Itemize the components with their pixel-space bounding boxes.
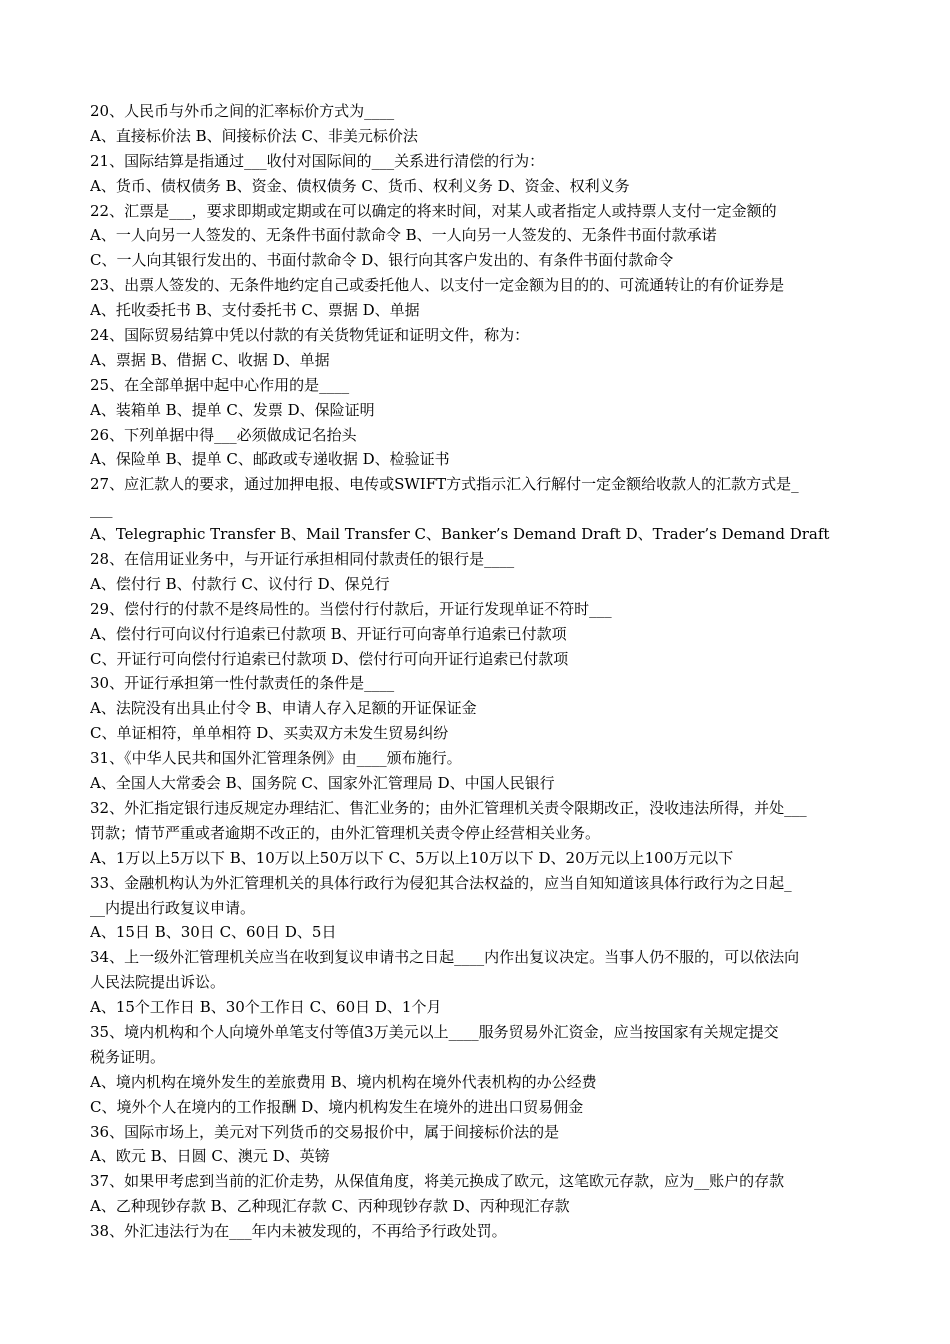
text-line: A、1万以上5万以下 B、10万以上50万以下 C、5万以上10万以下 D、20万元以上100万元以下 xyxy=(90,848,734,867)
text-line: A、15日 B、30日 C、60日 D、5日 xyxy=(90,923,337,942)
text-line: A、托收委托书 B、支付委托书 C、票据 D、单据 xyxy=(90,301,420,320)
text-line: 27、应汇款人的要求，通过加押电报、电传或SWIFT方式指示汇入行解付一定金额给收款人的汇款方式是_ xyxy=(90,475,799,494)
text-line: 25、在全部单据中起中心作用的是____ xyxy=(90,375,350,394)
text-line: A、乙种现钞存款 B、乙种现汇存款 C、丙种现钞存款 D、丙种现汇存款 xyxy=(90,1197,570,1216)
text-line: 24、国际贸易结算中凭以付款的有关货物凭证和证明文件，称为： xyxy=(90,326,530,345)
text-line: A、全国人大常委会 B、国务院 C、国家外汇管理局 D、中国人民银行 xyxy=(90,774,555,793)
text-line: 人民法院提出诉讼。 xyxy=(90,973,226,992)
text-line: 37、如果甲考虑到当前的汇价走势，从保值角度，将美元换成了欧元，这笔欧元存款，应为__账户的存款 xyxy=(90,1172,785,1191)
text-line: 22、汇票是___，要求即期或定期或在可以确定的将来时间，对某人或者指定人或持票人支付一定金额的 xyxy=(90,201,777,220)
text-line: 32、外汇指定银行违反规定办理结汇、售汇业务的；由外汇管理机关责令限期改正，没收违法所得，并处___ xyxy=(90,798,807,817)
text-line: A、一人向另一人签发的、无条件书面付款命令 B、一人向另一人签发的、无条件书面付款承诺 xyxy=(90,226,717,245)
text-line: 33、金融机构认为外汇管理机关的具体行政行为侵犯其合法权益的，应当自知知道该具体行政行为之日起_ xyxy=(90,873,792,892)
text-line: 28、在信用证业务中，与开证行承担相同付款责任的银行是____ xyxy=(90,550,515,569)
text-line: A、Telegraphic Transfer B、Mail Transfer C、Banker’s Demand Draft D、Trader’s Demand Draft xyxy=(90,525,830,544)
text-line: A、装箱单 B、提单 C、发票 D、保险证明 xyxy=(90,400,375,419)
text-line: A、境内机构在境外发生的差旅费用 B、境内机构在境外代表机构的办公经费 xyxy=(90,1072,597,1091)
text-line: A、偿付行可向议付行追索已付款项 B、开证行可向寄单行追索已付款项 xyxy=(90,624,567,643)
text-line: __内提出行政复议申请。 xyxy=(90,898,256,917)
text-line: C、境外个人在境内的工作报酬 D、境内机构发生在境外的进出口贸易佣金 xyxy=(90,1097,584,1116)
text-line: A、欧元 B、日圆 C、澳元 D、英镑 xyxy=(90,1147,330,1166)
text-line: 税务证明。 xyxy=(90,1047,166,1066)
text-line: ___ xyxy=(90,500,113,519)
text-line: 29、偿付行的付款不是终局性的。当偿付行付款后，开证行发现单证不符时___ xyxy=(90,599,612,618)
text-line: 34、上一级外汇管理机关应当在收到复议申请书之日起____内作出复议决定。当事人仍不服的，可以依法向 xyxy=(90,948,800,967)
text-line: 23、出票人签发的、无条件地约定自己或委托他人、以支付一定金额为目的的、可流通转让的有价证券是 xyxy=(90,276,785,295)
text-line: A、货币、债权债务 B、资金、债权债务 C、货币、权利义务 D、资金、权利义务 xyxy=(90,176,630,195)
text-line: A、15个工作日 B、30个工作日 C、60日 D、1个月 xyxy=(90,998,442,1017)
text-line: 20、人民币与外币之间的汇率标价方式为____ xyxy=(90,102,395,120)
text-line: 38、外汇违法行为在___年内未被发现的，不再给予行政处罚。 xyxy=(90,1222,507,1241)
text-line: 35、境内机构和个人向境外单笔支付等值3万美元以上____服务贸易外汇资金，应当按国家有关规定提交 xyxy=(90,1022,779,1041)
text-line: C、开证行可向偿付行追索已付款项 D、偿付行可向开证行追索已付款项 xyxy=(90,649,569,668)
text-line: A、偿付行 B、付款行 C、议付行 D、保兑行 xyxy=(90,574,390,593)
text-line: 30、开证行承担第一性付款责任的条件是____ xyxy=(90,674,395,693)
text-line: C、单证相符，单单相符 D、买卖双方未发生贸易纠纷 xyxy=(90,724,449,743)
text-line: 31、《中华人民共和国外汇管理条例》由____颁布施行。 xyxy=(90,749,462,768)
text-line: 36、国际市场上，美元对下列货币的交易报价中，属于间接标价法的是 xyxy=(90,1122,560,1141)
text-line: 罚款；情节严重或者逾期不改正的，由外汇管理机关责令停止经营相关业务。 xyxy=(90,823,601,842)
text-line: A、保险单 B、提单 C、邮政或专递收据 D、检验证书 xyxy=(90,450,450,469)
text-line: 26、下列单据中得___必须做成记名抬头 xyxy=(90,425,357,444)
text-line: A、直接标价法 B、间接标价法 C、非美元标价法 xyxy=(90,126,418,145)
text-line: A、票据 B、借据 C、收据 D、单据 xyxy=(90,350,330,369)
text-line: C、一人向其银行发出的、书面付款命令 D、银行向其客户发出的、有条件书面付款命令 xyxy=(90,251,674,270)
text-line: A、法院没有出具止付令 B、申请人存入足额的开证保证金 xyxy=(90,699,477,718)
document-page xyxy=(90,99,865,1244)
text-line: 21、国际结算是指通过___收付对国际间的___关系进行清偿的行为： xyxy=(90,151,545,170)
